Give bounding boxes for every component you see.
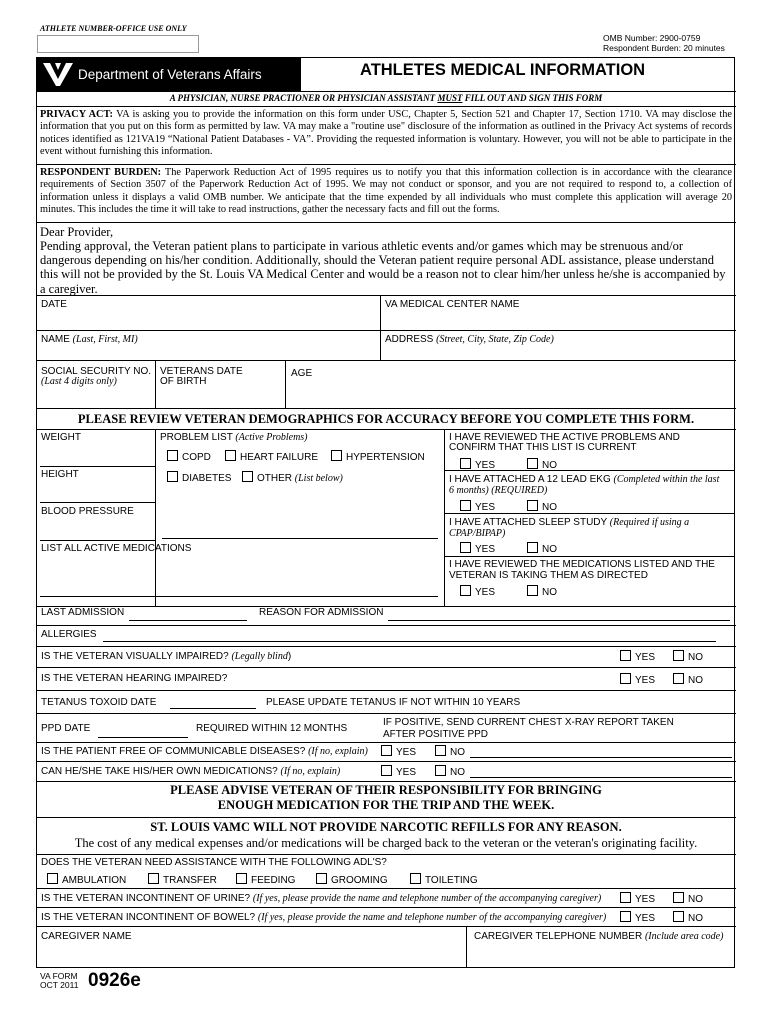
address-field[interactable] (384, 346, 730, 360)
department-name: Department of Veterans Affairs (78, 67, 262, 82)
footer-form-date: OCT 2011 (40, 980, 79, 990)
visual-yes[interactable]: YES (620, 650, 655, 664)
attest-ekg-line1: I HAVE ATTACHED A 12 LEAD EKG (Completed within the last (449, 474, 720, 485)
diabetes-option[interactable]: DIABETES (167, 471, 231, 485)
narcotic-notice: ST. LOUIS VAMC WILL NOT PROVIDE NARCOTIC REFILLS FOR ANY REASON. (150, 820, 622, 834)
ppd-note-line2: AFTER POSITIVE PPD (383, 729, 489, 740)
bowel-yes[interactable]: YES (620, 911, 655, 925)
heart-failure-checkbox[interactable] (225, 450, 236, 461)
other-option[interactable]: OTHER (List below) (242, 471, 343, 485)
allergies-label: ALLERGIES (41, 629, 97, 640)
copd-checkbox[interactable] (167, 450, 178, 461)
caregiver-phone-field[interactable] (472, 944, 730, 964)
attest-meds-yes[interactable]: YES (460, 585, 495, 599)
ssn-hint: (Last 4 digits only) (41, 376, 117, 387)
communicable-yes[interactable]: YES (381, 745, 416, 759)
adl-question: DOES THE VETERAN NEED ASSISTANCE WITH THE FOLLOWING ADL'S? (41, 857, 387, 868)
athlete-number-field[interactable] (37, 35, 199, 53)
caregiver-phone-label: CAREGIVER TELEPHONE NUMBER (Include area code) (474, 931, 724, 942)
attest-sleep-no[interactable]: NO (527, 542, 557, 556)
own-medications-no[interactable]: NO (435, 765, 465, 779)
incontinent-bowel-label: IS THE VETERAN INCONTINENT OF BOWEL? (If yes, please provide the name and telephone number of the accompanying caregiver) (41, 912, 607, 923)
hearing-no[interactable]: NO (673, 673, 703, 687)
attest-problems-yes[interactable]: YES (460, 458, 495, 472)
attest-meds-no[interactable]: NO (527, 585, 557, 599)
incontinent-urine-label: IS THE VETERAN INCONTINENT OF URINE? (If yes, please provide the name and telephone number of the accompanying caregiver) (41, 893, 602, 904)
hypertension-option[interactable]: HYPERTENSION (331, 450, 425, 464)
footer-form-label: VA FORM (40, 971, 78, 981)
diabetes-checkbox[interactable] (167, 471, 178, 482)
name-field[interactable] (40, 346, 376, 360)
own-medications-label: CAN HE/SHE TAKE HIS/HER OWN MEDICATIONS? (If no, explain) (41, 766, 341, 777)
hearing-yes[interactable]: YES (620, 673, 655, 687)
date-field[interactable] (40, 312, 376, 328)
weight-label: WEIGHT (41, 432, 81, 443)
va-center-label: VA MEDICAL CENTER NAME (385, 299, 520, 310)
caregiver-name-label: CAREGIVER NAME (41, 931, 132, 942)
adl-ambulation[interactable]: AMBULATION (47, 873, 126, 887)
omb-number: OMB Number: 2900-0759 (603, 33, 701, 43)
problem-list-label: PROBLEM LIST (Active Problems) (160, 432, 308, 443)
tetanus-label: TETANUS TOXOID DATE (41, 697, 157, 708)
adl-transfer[interactable]: TRANSFER (148, 873, 217, 887)
visual-impaired-label: IS THE VETERAN VISUALLY IMPAIRED? (Legally blind) (41, 651, 292, 662)
office-use-label: ATHLETE NUMBER-OFFICE USE ONLY (40, 24, 187, 33)
advise-line2: ENOUGH MEDICATION FOR THE TRIP AND THE WEEK. (217, 798, 555, 812)
address-label: ADDRESS (Street, City, State, Zip Code) (385, 334, 554, 345)
other-checkbox[interactable] (242, 471, 253, 482)
letter-greeting: Dear Provider, (40, 225, 114, 239)
adl-feeding[interactable]: FEEDING (236, 873, 295, 887)
blood-pressure-label: BLOOD PRESSURE (41, 506, 134, 517)
attest-ekg-no[interactable]: NO (527, 500, 557, 514)
caregiver-name-field[interactable] (40, 944, 460, 964)
hypertension-checkbox[interactable] (331, 450, 342, 461)
form-number: 0926e (88, 970, 141, 991)
urine-yes[interactable]: YES (620, 892, 655, 906)
attest-problems-line1: I HAVE REVIEWED THE ACTIVE PROBLEMS AND (449, 432, 680, 443)
age-label: AGE (291, 368, 313, 379)
date-label: DATE (41, 299, 67, 310)
advise-line1: PLEASE ADVISE VETERAN OF THEIR RESPONSIBILITY FOR BRINGING (170, 783, 602, 797)
bowel-no[interactable]: NO (673, 911, 703, 925)
respondent-burden-notice: RESPONDENT BURDEN: The Paperwork Reduction Act of 1995 requires us to notify you that this information collection is in accordance with the clearance requirements of Section 3507 of the Paperwork Reduction Act of 1995. We may not conduct or sponsor, and you are not required to respond to, a collection of information unless it displays a valid OMB number. We anticipate that the time expended by all individuals who must complete this application will average 20 minutes. This includes the time it will take to read instructions, gather the necessary facts and fill out the forms. (40, 167, 732, 216)
adl-grooming[interactable]: GROOMING (316, 873, 388, 887)
attest-sleep-yes[interactable]: YES (460, 542, 495, 556)
attest-ekg-yes[interactable]: YES (460, 500, 495, 514)
review-heading: PLEASE REVIEW VETERAN DEMOGRAPHICS FOR ACCURACY BEFORE YOU COMPLETE THIS FORM. (77, 412, 695, 426)
last-admission-label: LAST ADMISSION (41, 607, 125, 618)
own-medications-yes[interactable]: YES (381, 765, 416, 779)
cost-notice: The cost of any medical expenses and/or medications will be charged back to the veteran or the veteran's originating facility. (74, 836, 698, 850)
tetanus-note: PLEASE UPDATE TETANUS IF NOT WITHIN 10 YEARS (266, 697, 521, 708)
va-center-field[interactable] (384, 312, 730, 328)
height-label: HEIGHT (41, 469, 79, 480)
ssn-label: SOCIAL SECURITY NO. (41, 366, 152, 377)
attest-sleep-line1: I HAVE ATTACHED SLEEP STUDY (Required if using a (449, 517, 690, 528)
dob-label-2: OF BIRTH (160, 376, 207, 387)
attest-problems-no[interactable]: NO (527, 458, 557, 472)
attest-problems-line2: CONFIRM THAT THIS LIST IS CURRENT (449, 442, 637, 453)
ppd-label: PPD DATE (41, 723, 91, 734)
attest-meds-line2: VETERAN IS TAKING THEM AS DIRECTED (449, 570, 648, 581)
attest-ekg-line2: 6 months) (REQUIRED) (449, 485, 548, 496)
reason-admission-label: REASON FOR ADMISSION (259, 607, 384, 618)
communicable-no[interactable]: NO (435, 745, 465, 759)
communicable-label: IS THE PATIENT FREE OF COMMUNICABLE DISEASES? (If no, explain) (41, 746, 368, 757)
heart-failure-option[interactable]: HEART FAILURE (225, 450, 318, 464)
adl-toileting[interactable]: TOILETING (410, 873, 478, 887)
form-title: ATHLETES MEDICAL INFORMATION (360, 61, 646, 79)
letter-body: Pending approval, the Veteran patient plans to participate in various athletic events and/or games which may be strenuous and/or dangerous depending on his/her condition. Additionally, should the Veteran patient require personal ADL assistance, please understand this will not be provided by the St. Louis VA Medical Center and would be a reason not to clear him/her unless he/she is accompanied by a caregiver. (40, 239, 726, 296)
ppd-note-line1: IF POSITIVE, SEND CURRENT CHEST X-RAY REPORT TAKEN (383, 717, 674, 728)
attest-meds-line1: I HAVE REVIEWED THE MEDICATIONS LISTED AND THE (449, 559, 715, 570)
attest-sleep-line2: CPAP/BIPAP) (449, 528, 506, 539)
va-header-bar (37, 58, 300, 91)
form-subtitle: A PHYSICIAN, NURSE PRACTIONER OR PHYSICIAN ASSISTANT MUST FILL OUT AND SIGN THIS FORM (169, 93, 603, 103)
privacy-act-notice: PRIVACY ACT: VA is asking you to provide the information on this form under USC, Chapter 5, Section 521 and Chapter 17, Section 1710. VA may disclose the information that you put on this form as permitted by law. VA may make a "routine use" disclosure of the information as outlined in the Privacy Act systems of records notices identified as 121VA19 “National Patient Databases - VA”. Providing the requested information is voluntary. However, you will not be able to participate in the event without furnishing this information. (40, 109, 732, 158)
name-label: NAME (Last, First, MI) (41, 334, 138, 345)
copd-option[interactable]: COPD (167, 450, 211, 464)
va-logo (43, 63, 73, 86)
medications-label: LIST ALL ACTIVE MEDICATIONS (41, 543, 192, 554)
hearing-impaired-label: IS THE VETERAN HEARING IMPAIRED? (41, 673, 228, 684)
respondent-burden-time: Respondent Burden: 20 minutes (603, 43, 725, 53)
ppd-required: REQUIRED WITHIN 12 MONTHS (196, 723, 348, 734)
visual-no[interactable]: NO (673, 650, 703, 664)
dob-label: VETERANS DATE (160, 366, 243, 377)
urine-no[interactable]: NO (673, 892, 703, 906)
